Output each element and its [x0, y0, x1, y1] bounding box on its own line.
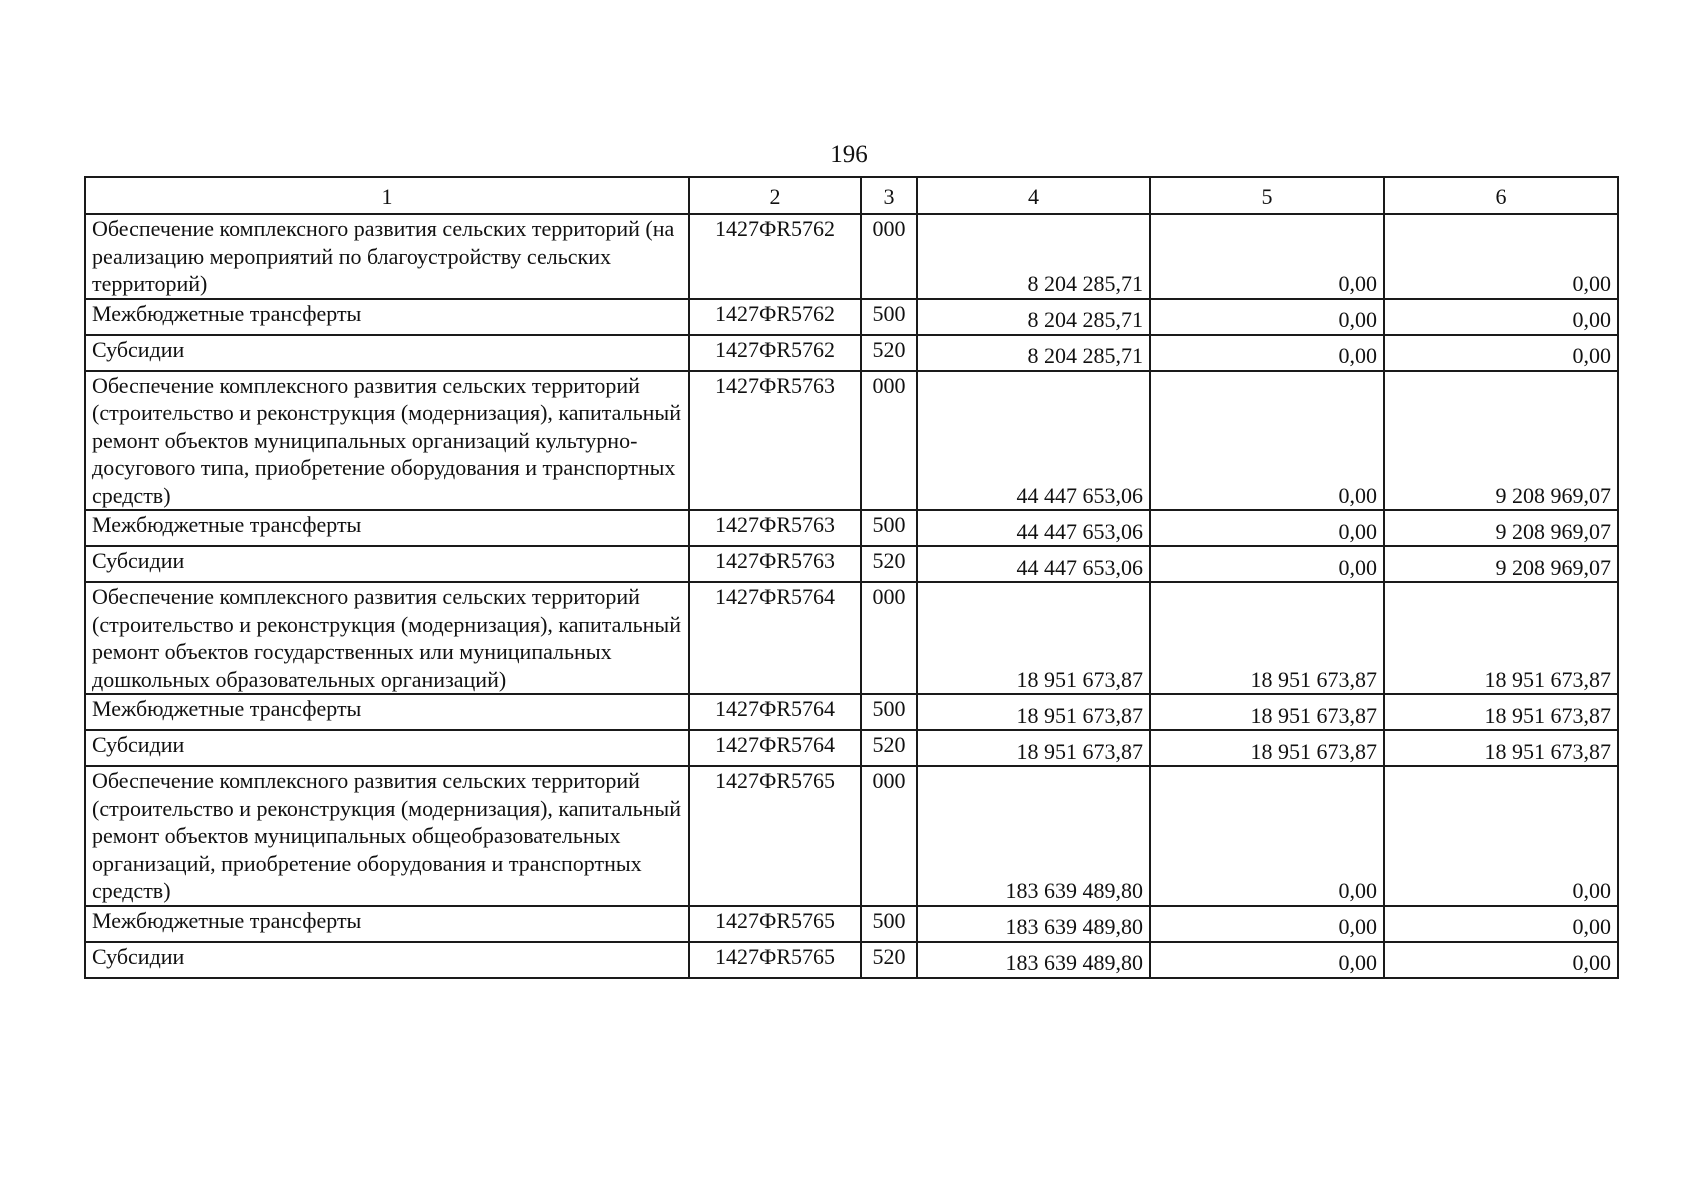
row-kvr: 500: [861, 299, 917, 335]
row-kvr: 500: [861, 906, 917, 942]
row-description: Обеспечение комплексного развития сельских территорий (строительство и реконструкция (модернизация), капитальный ремонт объектов муниципальных общеобразовательных организаций, приобретение оборудования и транспортных средств): [85, 766, 689, 906]
row-kvr: 520: [861, 730, 917, 766]
table-row: [85, 906, 1618, 942]
row-kvr: 500: [861, 510, 917, 546]
row-value-6: 9 208 969,07: [1384, 371, 1618, 511]
row-value-4: 44 447 653,06: [917, 546, 1150, 582]
row-description: Межбюджетные трансферты: [85, 694, 689, 730]
row-value-6: 9 208 969,07: [1384, 510, 1618, 546]
row-kvr: 520: [861, 335, 917, 371]
row-description: Межбюджетные трансферты: [85, 510, 689, 546]
header-cell-1: 1: [85, 177, 689, 214]
header-cell-4: 4: [917, 177, 1150, 214]
header-cell-6: 6: [1384, 177, 1618, 214]
row-code: 1427ФR5763: [689, 546, 861, 582]
row-kvr: 500: [861, 694, 917, 730]
row-value-6: 0,00: [1384, 906, 1618, 942]
table-row: [85, 214, 1618, 299]
table-row: [85, 766, 1618, 906]
row-value-4: 18 951 673,87: [917, 582, 1150, 694]
row-value-5: 0,00: [1150, 546, 1384, 582]
row-value-6: 18 951 673,87: [1384, 694, 1618, 730]
budget-table: [84, 176, 1619, 979]
row-value-6: 0,00: [1384, 214, 1618, 299]
row-value-4: 183 639 489,80: [917, 906, 1150, 942]
row-value-6: 18 951 673,87: [1384, 582, 1618, 694]
row-code: 1427ФR5765: [689, 906, 861, 942]
table-row: [85, 299, 1618, 335]
row-code: 1427ФR5764: [689, 730, 861, 766]
row-description: Обеспечение комплексного развития сельских территорий (строительство и реконструкция (модернизация), капитальный ремонт объектов муниципальных организаций культурно-досугового типа, приобретение оборудования и транспортных средств): [85, 371, 689, 511]
table-row: [85, 694, 1618, 730]
header-cell-5: 5: [1150, 177, 1384, 214]
row-code: 1427ФR5765: [689, 942, 861, 978]
row-value-5: 18 951 673,87: [1150, 582, 1384, 694]
row-kvr: 000: [861, 582, 917, 694]
row-code: 1427ФR5764: [689, 582, 861, 694]
row-value-4: 8 204 285,71: [917, 299, 1150, 335]
row-description: Субсидии: [85, 942, 689, 978]
row-value-5: 0,00: [1150, 766, 1384, 906]
row-description: Субсидии: [85, 335, 689, 371]
row-value-5: 0,00: [1150, 906, 1384, 942]
row-kvr: 000: [861, 371, 917, 511]
table-row: [85, 510, 1618, 546]
row-value-6: 0,00: [1384, 766, 1618, 906]
row-kvr: 520: [861, 942, 917, 978]
row-value-6: 18 951 673,87: [1384, 730, 1618, 766]
row-code: 1427ФR5762: [689, 214, 861, 299]
row-value-4: 8 204 285,71: [917, 214, 1150, 299]
row-value-4: 44 447 653,06: [917, 371, 1150, 511]
row-kvr: 000: [861, 214, 917, 299]
row-value-4: 183 639 489,80: [917, 942, 1150, 978]
row-value-6: 9 208 969,07: [1384, 546, 1618, 582]
row-description: Обеспечение комплексного развития сельских территорий (строительство и реконструкция (модернизация), капитальный ремонт объектов государственных или муниципальных дошкольных образовательных организаций): [85, 582, 689, 694]
row-description: Обеспечение комплексного развития сельских территорий (на реализацию мероприятий по благоустройству сельских территорий): [85, 214, 689, 299]
table-row: [85, 942, 1618, 978]
row-value-4: 183 639 489,80: [917, 766, 1150, 906]
page-number: 196: [830, 141, 868, 168]
row-value-5: 0,00: [1150, 371, 1384, 511]
row-description: Межбюджетные трансферты: [85, 906, 689, 942]
row-code: 1427ФR5763: [689, 371, 861, 511]
table-row: [85, 730, 1618, 766]
row-description: Субсидии: [85, 546, 689, 582]
table-row: [85, 582, 1618, 694]
header-cell-3: 3: [861, 177, 917, 214]
row-value-6: 0,00: [1384, 942, 1618, 978]
row-value-6: 0,00: [1384, 335, 1618, 371]
row-kvr: 000: [861, 766, 917, 906]
row-description: Межбюджетные трансферты: [85, 299, 689, 335]
row-value-5: 0,00: [1150, 335, 1384, 371]
row-value-5: 0,00: [1150, 510, 1384, 546]
row-value-6: 0,00: [1384, 299, 1618, 335]
row-code: 1427ФR5762: [689, 299, 861, 335]
row-value-5: 18 951 673,87: [1150, 694, 1384, 730]
row-code: 1427ФR5764: [689, 694, 861, 730]
row-code: 1427ФR5763: [689, 510, 861, 546]
row-value-4: 44 447 653,06: [917, 510, 1150, 546]
table-row: [85, 335, 1618, 371]
row-value-5: 0,00: [1150, 299, 1384, 335]
row-description: Субсидии: [85, 730, 689, 766]
row-value-4: 18 951 673,87: [917, 694, 1150, 730]
row-value-4: 8 204 285,71: [917, 335, 1150, 371]
row-code: 1427ФR5765: [689, 766, 861, 906]
table-row: [85, 371, 1618, 511]
row-code: 1427ФR5762: [689, 335, 861, 371]
row-value-5: 18 951 673,87: [1150, 730, 1384, 766]
row-value-5: 0,00: [1150, 214, 1384, 299]
row-value-5: 0,00: [1150, 942, 1384, 978]
header-row: [85, 177, 1618, 214]
row-value-4: 18 951 673,87: [917, 730, 1150, 766]
header-cell-2: 2: [689, 177, 861, 214]
row-kvr: 520: [861, 546, 917, 582]
table-row: [85, 546, 1618, 582]
